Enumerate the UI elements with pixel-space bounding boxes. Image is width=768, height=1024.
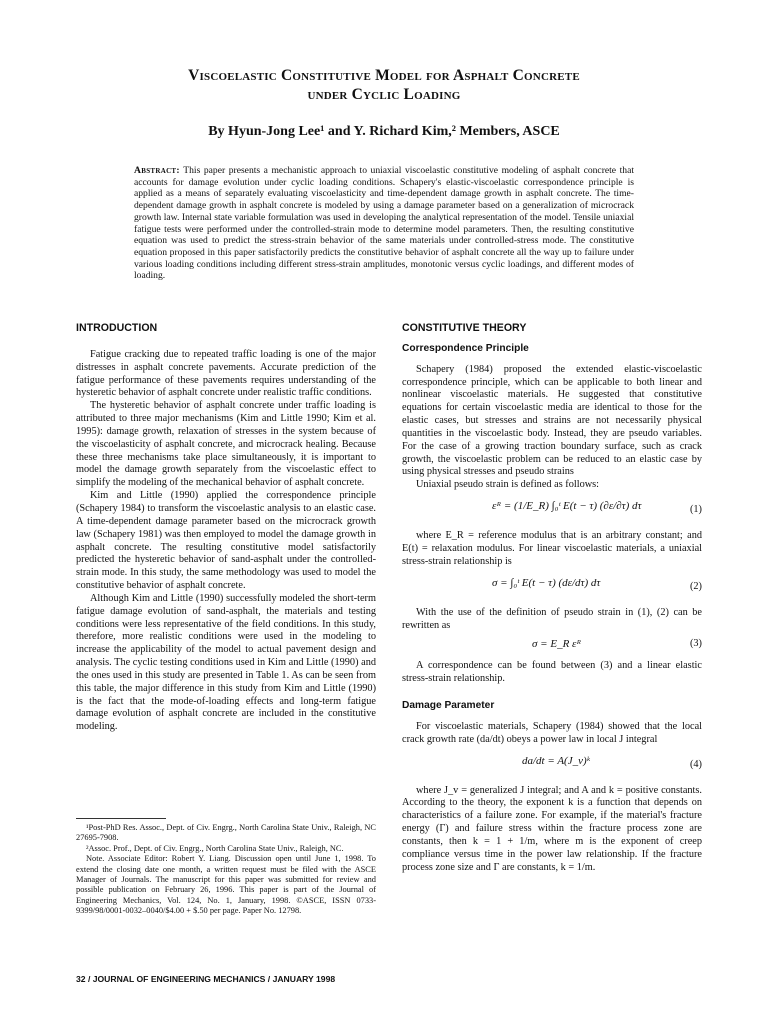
equation-3-number: (3) — [689, 638, 702, 650]
body-paragraph: With the use of the definition of pseudo strain in (1), (2) can be rewritten as — [402, 606, 702, 631]
abstract-label: Abstract: — [134, 165, 180, 176]
title-line-2: under Cyclic Loading — [307, 86, 461, 103]
paper-title — [60, 66, 708, 104]
equation-1-formula: εᴿ = (1/E_R) ∫₀ᵗ E(t − τ) (∂ε/∂τ) dτ — [492, 500, 642, 513]
title-line-1: Viscoelastic Constitutive Model for Asphalt Concrete — [188, 67, 580, 84]
intro-paragraph: Although Kim and Little (1990) successfully modeled the short-term fatigue damage evolution of sand-asphalt, the materials and testing conditions were less representative of the field conditions. In this study, therefore, more realistic conditions were used in the modeling to increase the applicability of the model to actual pavement design and analysis. The cyclic testing conditions used in Kim and Little (1990) and the ones used in this study are presented in Table 1. As can be seen from this table, the major difference in this study from Kim and Little (1990) is the fact that the mode-of-loading effects and long-term fatigue damage evolution of asphalt concrete are included in the constitutive modeling. — [76, 592, 376, 733]
right-column — [402, 322, 702, 874]
footnote: ¹Post-PhD Res. Assoc., Dept. of Civ. Engrg., North Carolina State Univ., Raleigh, NC 27695-7908. — [76, 823, 376, 843]
authors: By Hyun-Jong Lee¹ and Y. Richard Kim,² Members, ASCE — [208, 124, 560, 139]
subsection-heading-damage-parameter: Damage Parameter — [402, 700, 495, 712]
equation-4 — [402, 749, 702, 783]
equation-3 — [402, 634, 702, 658]
equation-4-number: (4) — [689, 758, 702, 770]
footnote: Note. Associate Editor: Robert Y. Liang. Discussion open until June 1, 1998. To extend the closing date one month, a written request must be filed with the ASCE Manager of Journals. The manuscript for this paper was submitted for review and possible publication on February 26, 1996. This paper is part of the Journal of Engineering Mechanics, Vol. 124, No. 1, January, 1998. ©ASCE, ISSN 0733-9399/98/0001-0032–0040/$4.00 + $.50 per page. Paper No. 12798. — [76, 854, 376, 916]
abstract-text: This paper presents a mechanistic approach to uniaxial viscoelastic constitutive modeling of asphalt concrete that accounts for damage evolution under cyclic loading conditions. Schapery's elastic-viscoelastic correspondence principle is applied as a means of separately evaluating viscoelasticity and time-dependent damage growth in asphalt concrete. The time-dependent damage growth in asphalt concrete is modeled by using a damage parameter based on a generalization of microcrack growth law. Internal state variable formulation was used in developing the analytical representation of the model. Tensile uniaxial fatigue tests were performed under the controlled-strain mode to determine model parameters. Then, the resulting constitutive equation was used to predict the stress-strain behavior of the same materials under controlled-stress mode. The constitutive equation proposed in this paper satisfactorily predicts the constitutive behavior of asphalt concrete all the way up to failure under various loading conditions including different stress-strain amplitudes, monotonic versus cyclic loadings, and different modes of loading. — [134, 165, 634, 282]
footnote-rule — [76, 818, 166, 819]
body-paragraph: where J_v = generalized J integral; and A and k = positive constants. According to the theory, the exponent k is a function that depends on characteristics of a failure zone. For example, if the material's fracture energy (Γ) and failure stress within the fracture process zone are constants, then k = 1 + 1/m, where m is the exponent of creep compliance versus time in the power law relationship. If the fracture process zone size and Γ are constants, k = 1/m. — [402, 784, 702, 873]
abstract — [134, 165, 634, 282]
body-paragraph: Schapery (1984) proposed the extended elastic-viscoelastic correspondence principle, which can be applicable to both linear and nonlinear viscoelastic materials. He suggested that constitutive equations for certain viscoelastic media are identical to those for the elastic cases, but stresses and strains are not necessarily physical quantities in the viscoelastic body. Instead, they are pseudo variables. For the case of a growing traction boundary surface, such as crack growth, the viscoelastic problem can be reduced to an elastic case by using physical stresses and pseudo strains — [402, 363, 702, 478]
equation-4-formula: da/dt = A(J_v)ᵏ — [522, 754, 590, 767]
body-paragraph: For viscoelastic materials, Schapery (1984) showed that the local crack growth rate (da/dt) obeys a power law in local J integral — [402, 720, 702, 745]
body-paragraph: Uniaxial pseudo strain is defined as follows: — [416, 479, 600, 491]
section-heading-constitutive-theory: CONSTITUTIVE THEORY — [402, 322, 527, 334]
intro-paragraph: The hysteretic behavior of asphalt concrete under traffic loading is attributed to three major mechanisms (Kim and Little 1990; Kim et al. 1995): damage growth, relaxation of stresses in the system because of the viscoelasticity of asphalt concrete, and microcrack healing. Because these three mechanisms take place simultaneously, it is important to model the damage growth separately from the viscoelastic effect to simplify the modeling of the mechanical behavior of asphalt concrete. — [76, 400, 376, 489]
intro-paragraph: Fatigue cracking due to repeated traffic loading is one of the major distresses in asphalt concrete pavements. Accurate prediction of the fatigue performance of these pavements requires understanding of the hysteretic behavior of asphalt concrete under realistic traffic conditions. — [76, 348, 376, 399]
page-footer: 32 / JOURNAL OF ENGINEERING MECHANICS / JANUARY 1998 — [76, 974, 336, 984]
body-paragraph: A correspondence can be found between (3) and a linear elastic stress-strain relationship. — [402, 660, 702, 685]
equation-1 — [402, 494, 702, 528]
equation-2 — [402, 571, 702, 605]
equation-3-formula: σ = E_R εᴿ — [532, 638, 582, 651]
subsection-heading-correspondence: Correspondence Principle — [402, 342, 529, 354]
footnotes — [76, 818, 376, 917]
equation-2-formula: σ = ∫₀ᵗ E(t − τ) (dε/dτ) dτ — [492, 576, 601, 589]
equation-2-number: (2) — [689, 580, 702, 592]
equation-1-number: (1) — [689, 504, 702, 516]
section-heading-introduction: INTRODUCTION — [76, 322, 158, 334]
intro-paragraph: Kim and Little (1990) applied the correspondence principle (Schapery 1984) to transform the viscoelastic analysis to an elastic case. A time-dependent damage parameter based on the microcrack growth law (Schapery 1981) was then employed to model the damage growth in asphalt concrete. The resulting constitutive model satisfactorily predicted the hysteretic behavior of sand-asphalt under the controlled-strain mode. In this study, the same methodology was used to model the constitutive behavior of asphalt concrete. — [76, 490, 376, 592]
footnote: ²Assoc. Prof., Dept. of Civ. Engrg., North Carolina State Univ., Raleigh, NC. — [86, 843, 344, 853]
left-column — [76, 322, 376, 734]
body-paragraph: where E_R = reference modulus that is an arbitrary constant; and E(t) = relaxation modulus. For linear viscoelastic materials, a uniaxial stress-strain relationship is — [402, 530, 702, 567]
